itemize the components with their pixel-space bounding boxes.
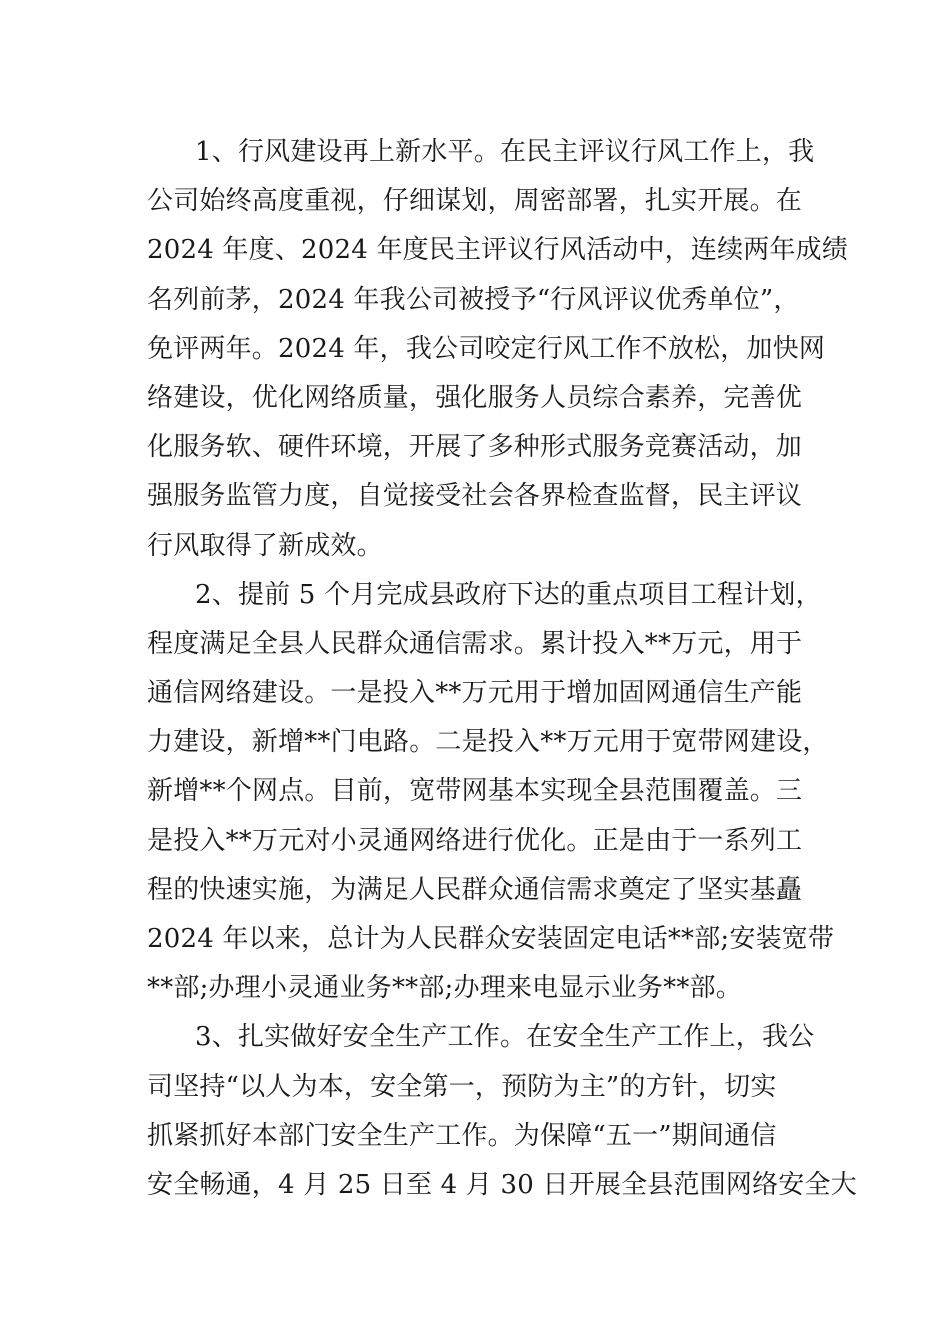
paragraph-3-line: 司坚持“以人为本，安全第一，预防为主”的方针，切实 (147, 1071, 777, 1102)
paragraph-1-line: 1、行风建设再上新水平。在民主评议行风工作上，我 (195, 137, 815, 167)
document-body (147, 128, 857, 1210)
paragraph-1-line: 公司始终高度重视，仔细谋划，周密部署，扎实开展。在 (147, 186, 803, 217)
paragraph-2-line: 是投入**万元对小灵通网络进行优化。正是由于一系列工 (147, 825, 803, 856)
paragraph-2-line: **部;办理小灵通业务**部;办理来电显示业务**部。 (147, 973, 742, 1004)
paragraph-2-line: 程的快速实施，为满足人民群众通信需求奠定了坚实基矗 (147, 874, 803, 905)
paragraph-3-line: 安全畅通，4 月 25 日至 4 月 30 日开展全县范围网络安全大 (147, 1169, 857, 1200)
paragraph-2-line: 通信网络建设。一是投入**万元用于增加固网通信生产能 (147, 678, 803, 709)
paragraph-2-line: 新增**个网点。目前，宽带网基本实现全县范围覆盖。三 (147, 776, 803, 807)
paragraph-1-line: 化服务软、硬件环境，开展了多种形式服务竞赛活动，加 (147, 432, 803, 463)
paragraph-1-line: 强服务监管力度，自觉接受社会各界检查监督，民主评议 (147, 481, 803, 512)
paragraph-1-line: 名列前茅，2024 年我公司被授予“行风评议优秀单位”， (147, 284, 800, 315)
paragraph-2-line: 程度满足全县人民群众通信需求。累计投入**万元，用于 (147, 628, 803, 659)
paragraph-2-line: 2024 年以来，总计为人民群众安装固定电话**部;安装宽带 (147, 924, 835, 954)
paragraph-1-line: 络建设，优化网络质量，强化服务人员综合素养，完善优 (147, 382, 803, 413)
paragraph-3-line: 3、扎实做好安全生产工作。在安全生产工作上，我公 (195, 1022, 815, 1053)
paragraph-2-line: 2、提前 5 个月完成县政府下达的重点项目工程计划， (195, 579, 822, 610)
paragraph-1-line: 2024 年度、2024 年度民主评议行风活动中，连续两年成绩 (147, 235, 849, 266)
paragraph-1-line: 免评两年。2024 年，我公司咬定行风工作不放松，加快网 (147, 333, 826, 364)
paragraph-3-line: 抓紧抓好本部门安全生产工作。为保障“五一”期间通信 (147, 1120, 777, 1151)
paragraph-1-line: 行风取得了新成效。 (147, 530, 383, 561)
paragraph-2-line: 力建设，新增**门电路。二是投入**万元用于宽带网建设， (147, 727, 829, 758)
